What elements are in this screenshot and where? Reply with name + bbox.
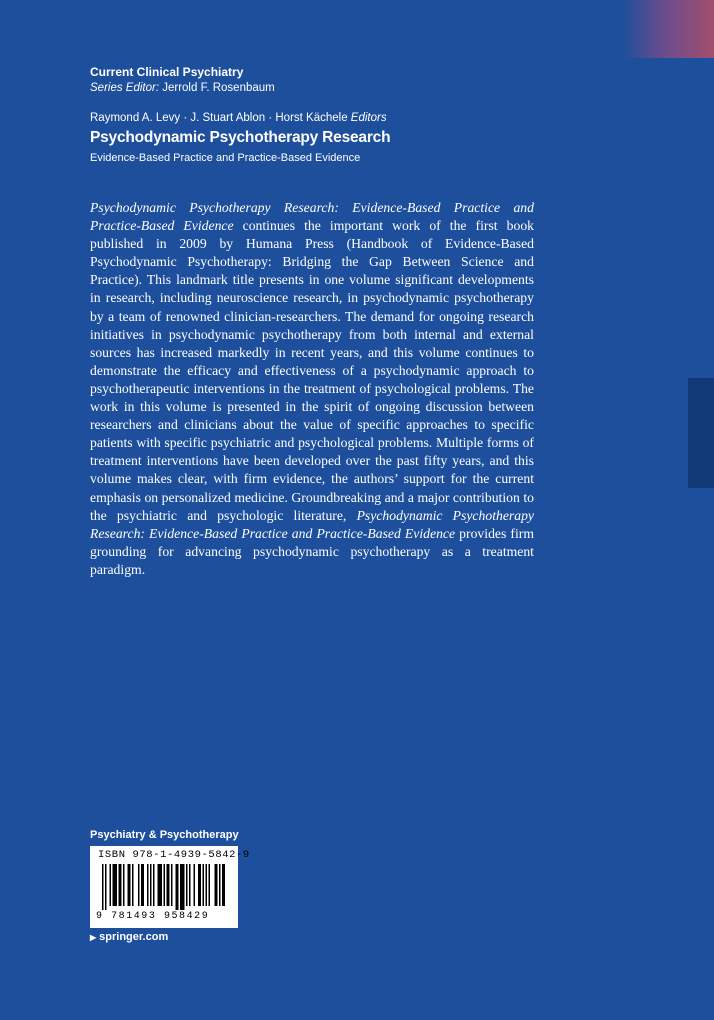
barcode-bar [222,864,225,906]
triangle-right-icon: ▶ [90,932,97,942]
barcode-bar [153,864,155,906]
corner-accent-bar [622,0,714,58]
barcode-bar [150,864,152,906]
editor-names: Raymond A. Levy · J. Stuart Ablon · Horst Kächele [90,112,348,124]
barcode-bar [209,864,211,906]
barcode-bar [194,864,196,906]
barcode-bar [206,864,208,906]
barcode-bar [198,864,201,906]
isbn-label: ISBN 978-1-4939-5842-9 [98,849,250,861]
barcode-bar [128,864,131,906]
blurb-mid-title: Psychodynamic Psychotherapy Research: Evidence-Based Practice and Practice-Based Evidence [90,507,535,541]
series-title: Current Clinical Psychiatry [90,65,244,79]
series-block [90,64,275,96]
series-editor-line [90,80,275,96]
isbn-barcode [90,846,250,928]
barcode-bar [138,864,140,906]
blurb-tail: provides firm grounding for advancing psychodynamic psychotherapy as a treatment paradigm. [90,525,534,577]
barcode-bar [171,864,173,906]
barcode-bar [189,864,191,906]
book-title: Psychodynamic Psychotherapy Research [90,129,391,146]
barcode-bar [158,864,163,906]
isbn-digits: 9 781493 958429 [96,911,210,922]
blurb-body: continues the important work of the first book published in 2009 by Humana Press (Handbook of Evidence-Based Psychodynamic Psychotherapy: Bridging the Gap Between Science and Practice). This landmark title presents in one volume significant developments in research, including neuroscience research, in psychodynamic psychotherapy by a team of renowned clinician-researchers. The demand for ongoing research initiatives in psychodynamic psychotherapy from both internal and external sources has increased markedly in recent years, and this volume continues to demonstrate the efficacy and effectiveness of a psychodynamic approach to psychotherapeutic interventions in the treatment of psychological problems. The work in this volume is presented in the spirit of ongoing discussion between researchers and clinicians about the value of specific approaches to specific patients with specific psychiatric and psychological problems. Multiple forms of treatment interventions have been developed over the past fifty years, and this volume makes clear, with firm evidence, the authors’ support for the current emphasis on personalized medicine. Groundbreaking and a major contribution to the psychiatric and psychologic literature, [90,218,535,523]
editors-line [90,111,387,125]
barcode-bar [180,864,185,910]
barcode-bar [132,864,134,906]
publisher-url: springer.com [99,931,169,943]
barcode-bar [215,864,218,906]
barcode-bar [164,864,166,906]
barcode-bar [203,864,205,906]
publisher-link[interactable] [90,931,168,943]
editors-label: Editors [350,112,387,124]
barcode-bar [176,864,179,910]
edge-tab [688,378,714,488]
barcode-bar [147,864,149,906]
barcode-bar [167,864,170,906]
barcode-bar [186,864,188,906]
series-editor-label: Series Editor: [90,82,160,94]
blurb-paragraph [90,199,534,579]
barcode-bar [141,864,144,906]
barcode-bar [219,864,221,906]
barcode-bar [113,864,118,906]
barcode-bar [110,864,112,906]
barcode-bar [105,864,107,910]
barcode-bars [102,864,228,910]
series-editor-name: Jerrold F. Rosenbaum [162,82,275,94]
book-subtitle: Evidence-Based Practice and Practice-Based Evidence [90,152,361,164]
subject-category: Psychiatry & Psychotherapy [90,829,239,841]
barcode-bar [123,864,125,906]
barcode-bar [119,864,122,906]
blurb-lead-title: Psychodynamic Psychotherapy Research: Evidence-Based Practice and Practice-Based Evidence [90,200,534,234]
barcode-bar [102,864,104,910]
